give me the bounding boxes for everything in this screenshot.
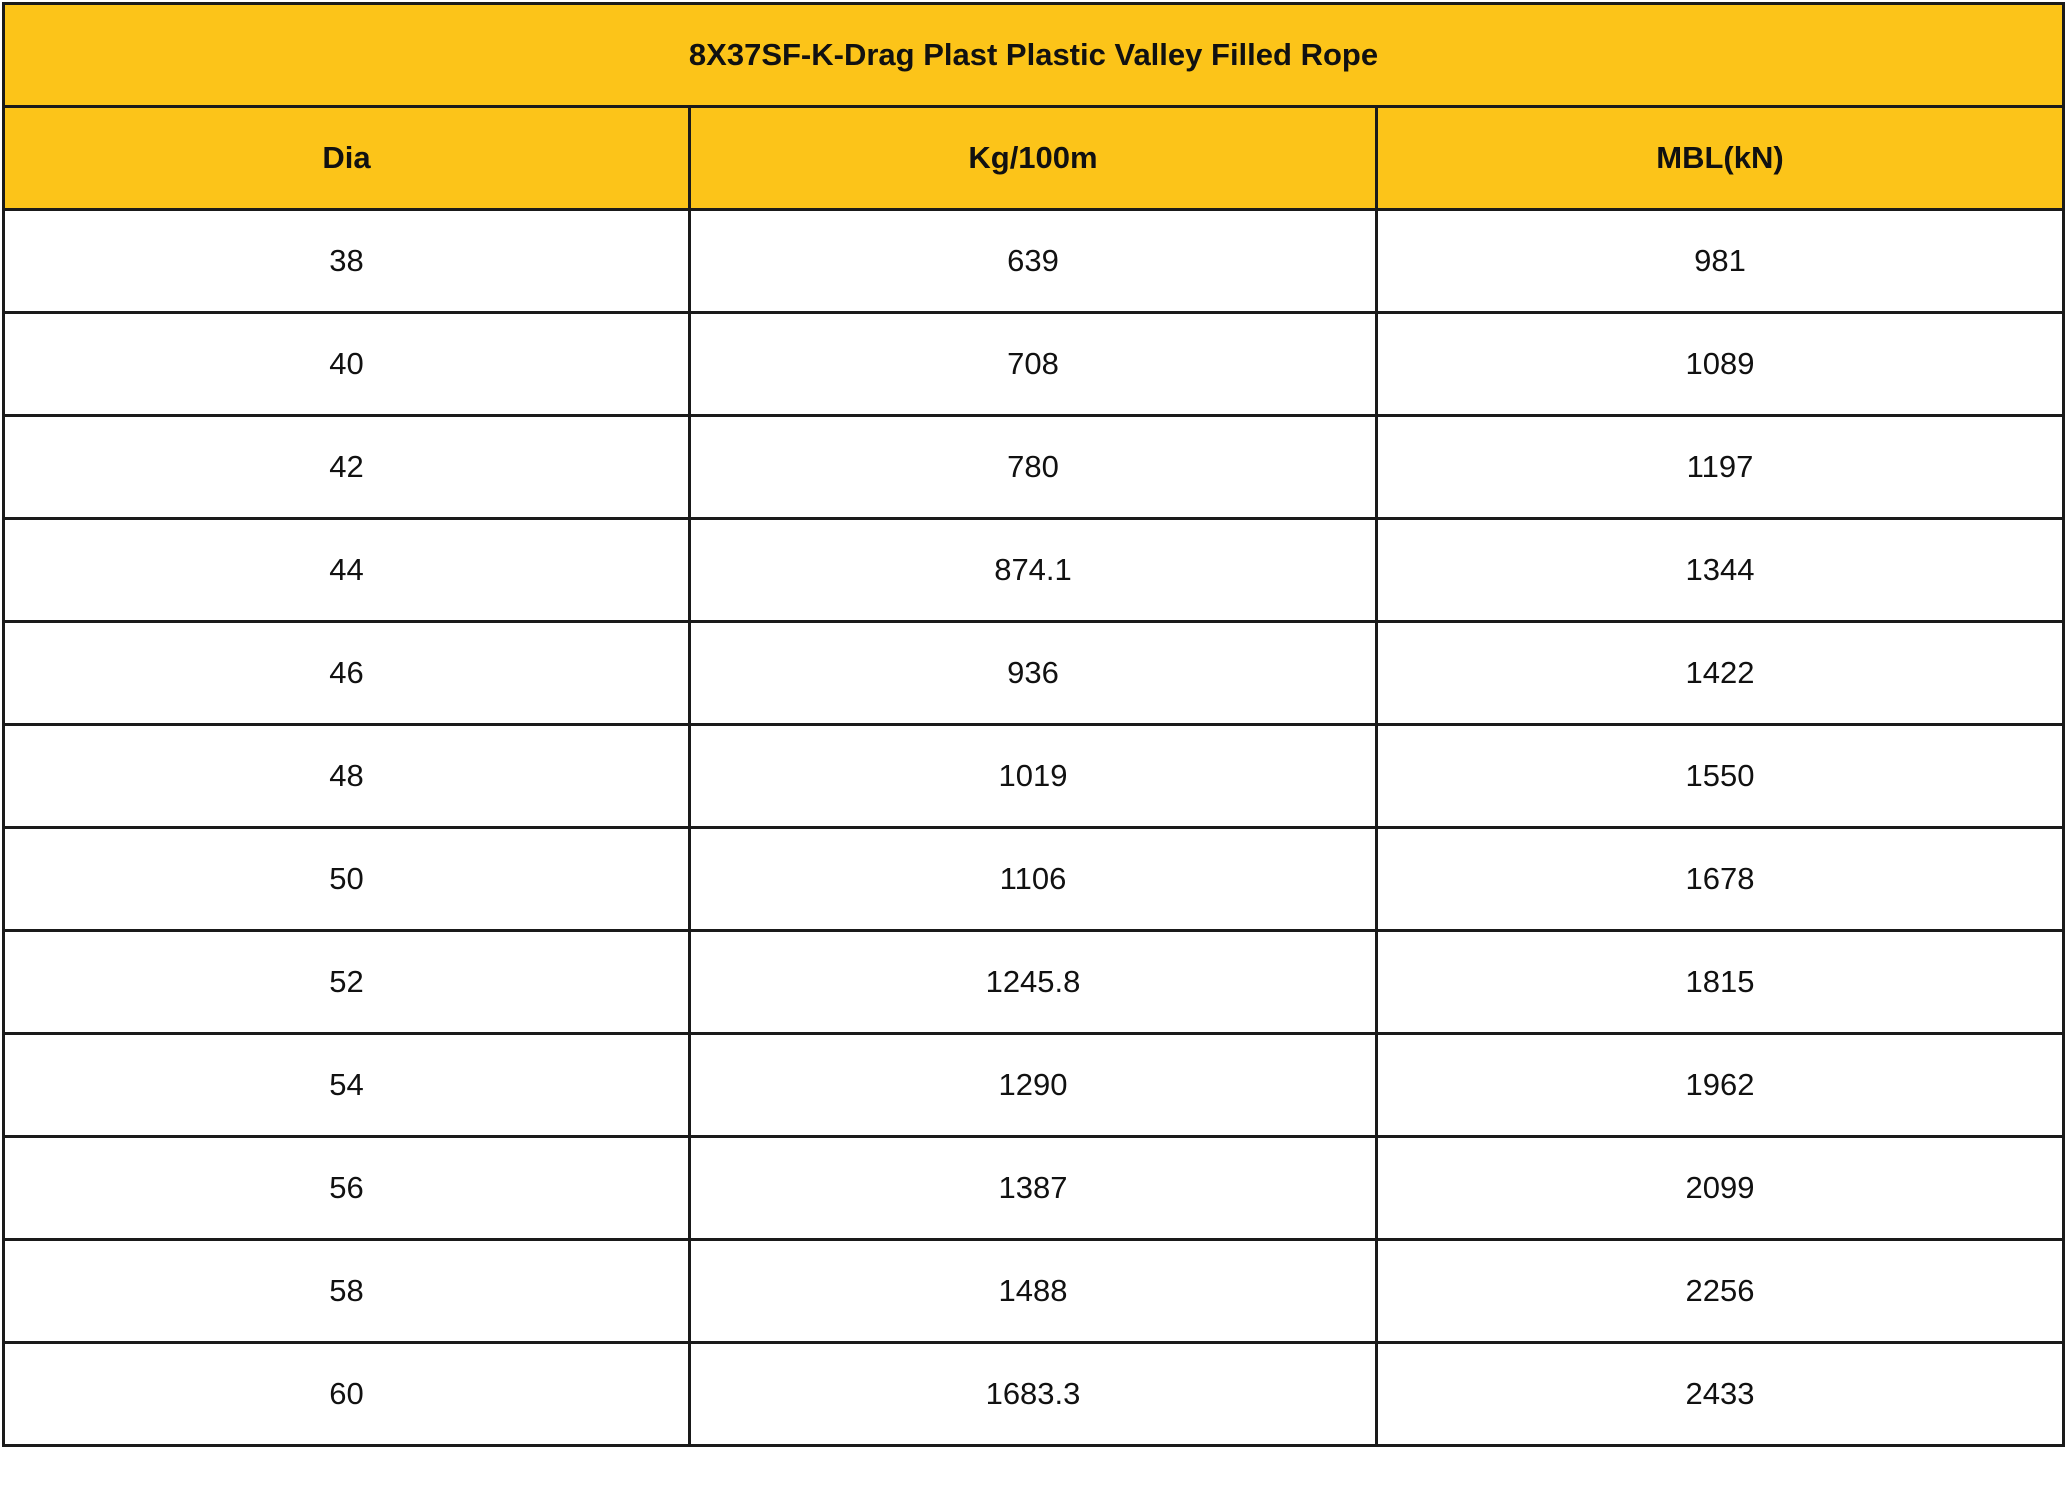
cell-dia: 46 (4, 622, 690, 725)
cell-mbl: 1089 (1377, 313, 2064, 416)
table-row (4, 931, 2064, 1034)
cell-mbl: 1422 (1377, 622, 2064, 725)
table-row (4, 828, 2064, 931)
table-row (4, 210, 2064, 313)
cell-dia: 54 (4, 1034, 690, 1137)
cell-weight: 936 (690, 622, 1377, 725)
cell-mbl: 1678 (1377, 828, 2064, 931)
cell-mbl: 2256 (1377, 1240, 2064, 1343)
cell-mbl: 1197 (1377, 416, 2064, 519)
cell-mbl: 2433 (1377, 1343, 2064, 1446)
cell-dia: 50 (4, 828, 690, 931)
cell-weight: 1290 (690, 1034, 1377, 1137)
cell-weight: 1245.8 (690, 931, 1377, 1034)
table-row (4, 1137, 2064, 1240)
table-header-row (4, 107, 2064, 210)
spec-table-container (2, 2, 2062, 1447)
cell-dia: 38 (4, 210, 690, 313)
table-row (4, 519, 2064, 622)
table-title: 8X37SF-K-Drag Plast Plastic Valley Filled Rope (4, 4, 2064, 107)
column-header-weight: Kg/100m (690, 107, 1377, 210)
cell-mbl: 981 (1377, 210, 2064, 313)
cell-weight: 874.1 (690, 519, 1377, 622)
column-header-mbl: MBL(kN) (1377, 107, 2064, 210)
cell-dia: 52 (4, 931, 690, 1034)
cell-mbl: 1815 (1377, 931, 2064, 1034)
column-header-dia: Dia (4, 107, 690, 210)
cell-dia: 42 (4, 416, 690, 519)
table-title-row (4, 4, 2064, 107)
cell-mbl: 1550 (1377, 725, 2064, 828)
cell-weight: 1019 (690, 725, 1377, 828)
rope-spec-table (2, 2, 2065, 1447)
cell-weight: 1488 (690, 1240, 1377, 1343)
cell-weight: 708 (690, 313, 1377, 416)
cell-dia: 48 (4, 725, 690, 828)
cell-dia: 44 (4, 519, 690, 622)
cell-weight: 639 (690, 210, 1377, 313)
cell-dia: 40 (4, 313, 690, 416)
cell-mbl: 1344 (1377, 519, 2064, 622)
table-row (4, 622, 2064, 725)
table-row (4, 313, 2064, 416)
cell-weight: 1106 (690, 828, 1377, 931)
cell-weight: 1387 (690, 1137, 1377, 1240)
cell-dia: 60 (4, 1343, 690, 1446)
table-row (4, 1240, 2064, 1343)
cell-weight: 1683.3 (690, 1343, 1377, 1446)
cell-mbl: 1962 (1377, 1034, 2064, 1137)
table-row (4, 416, 2064, 519)
table-row (4, 725, 2064, 828)
cell-mbl: 2099 (1377, 1137, 2064, 1240)
cell-weight: 780 (690, 416, 1377, 519)
table-row (4, 1034, 2064, 1137)
cell-dia: 58 (4, 1240, 690, 1343)
table-row (4, 1343, 2064, 1446)
cell-dia: 56 (4, 1137, 690, 1240)
